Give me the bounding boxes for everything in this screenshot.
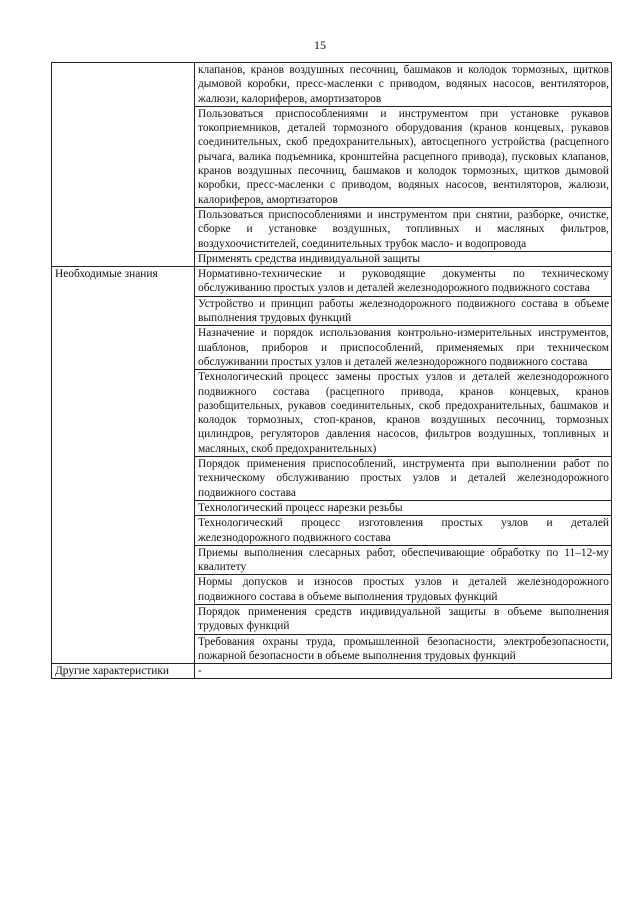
table-cell: Нормативно-технические и руководящие документы по техническому обслуживанию простых узлов и деталей железнодорожного подвижного состава [195, 267, 612, 297]
table-cell: Порядок применения средств индивидуальной защиты в объеме выполнения трудовых функций [195, 604, 612, 634]
table-cell: Применять средства индивидуальной защиты [195, 251, 612, 266]
table-cell: клапанов, кранов воздушных песочниц, башмаков и колодок тормозных, щитков дымовой коробки, пресс-масленки с приводом, водяных насосов, вентиляторов, жалюзи, калориферов, амортизаторов [195, 63, 612, 107]
table-cell: - [195, 664, 612, 679]
row-label-other: Другие характеристики [52, 664, 195, 679]
table-row [52, 267, 612, 297]
table-cell: Приемы выполнения слесарных работ, обеспечивающие обработку по 11–12-му квалитету [195, 545, 612, 575]
table-cell: Порядок применения приспособлений, инструмента при выполнении работ по техническому обслуживанию простых узлов и деталей железнодорожного подвижного состава [195, 457, 612, 501]
table-row [52, 63, 612, 107]
table-cell: Нормы допусков и износов простых узлов и деталей железнодорожного подвижного состава в объеме выполнения трудовых функций [195, 575, 612, 605]
requirements-table [51, 62, 612, 679]
table-cell: Требования охраны труда, промышленной безопасности, электробезопасности, пожарной безопасности в объеме выполнения трудовых функций [195, 634, 612, 664]
table-cell: Технологический процесс нарезки резьбы [195, 500, 612, 515]
table-cell: Технологический процесс изготовления простых узлов и деталей железнодорожного подвижного состава [195, 516, 612, 546]
table-row [52, 664, 612, 679]
page-number: 15 [314, 38, 326, 52]
table-cell: Пользоваться приспособлениями и инструментом при установке рукавов токоприемников, деталей тормозного оборудования (кранов концевых, рукавов соединительных, скоб предохранительных), автосцепного устройства (расцепного рычага, валика подъемника, кронштейна расцепного привода), пусковых клапанов, кранов воздушных песочниц, башмаков и колодок тормозных, щитков дымовой коробки, пресс-масленки с приводом, водяных насосов, вентиляторов, жалюзи, калориферов, амортизаторов [195, 106, 612, 207]
table-cell: Назначение и порядок использования контрольно-измерительных инструментов, шаблонов, приборов и приспособлений, применяемых при техническом обслуживании простых узлов и деталей железнодорожного подвижного состава [195, 326, 612, 370]
row-label-knowledge: Необходимые знания [52, 267, 195, 664]
table-cell: Устройство и принцип работы железнодорожного подвижного состава в объеме выполнения трудовых функций [195, 296, 612, 326]
table-cell: Технологический процесс замены простых узлов и деталей железнодорожного подвижного состава (расцепного привода, кранов концевых, кранов разобщительных, рукавов соединительных, скоб предохранительных, башмаков и колодок тормозных, стоп-кранов, кранов воздушных песочниц, тормозных цилиндров, регуляторов давления насосов, фильтров воздушных, топливных и масляных, скоб предохранительных) [195, 370, 612, 457]
table-cell: Пользоваться приспособлениями и инструментом при снятии, разборке, очистке, сборке и установке воздушных, топливных и масляных фильтров, воздухоочистителей, соединительных трубок масло- и водопровода [195, 207, 612, 251]
row-label-skills [52, 63, 195, 267]
